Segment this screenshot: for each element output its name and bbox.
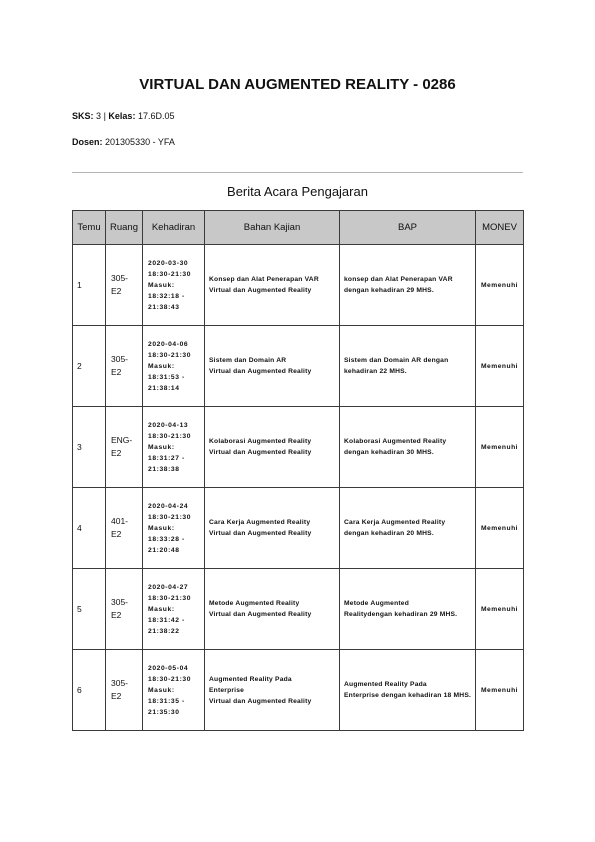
monev-cell: Memenuhi <box>476 650 524 731</box>
kehadiran-cell: 2020-04-27 18:30-21:30 Masuk: 18:31:42 - 21:38:22 <box>143 569 205 650</box>
kehadiran-cell: 2020-04-06 18:30-21:30 Masuk: 18:31:53 - 21:38:14 <box>143 326 205 407</box>
column-header-bahan-kajian: Bahan Kajian <box>205 211 340 245</box>
table-row <box>73 245 524 326</box>
table-row <box>73 488 524 569</box>
horizontal-divider <box>72 172 523 173</box>
dosen-label: Dosen: <box>72 136 103 147</box>
kehadiran-cell: 2020-05-04 18:30-21:30 Masuk: 18:31:35 - 21:35:30 <box>143 650 205 731</box>
monev-cell: Memenuhi <box>476 569 524 650</box>
column-header-temu: Temu <box>73 211 106 245</box>
course-info-line <box>72 111 174 122</box>
monev-cell: Memenuhi <box>476 245 524 326</box>
bahan-kajian-cell: Augmented Reality Pada Enterprise Virtual dan Augmented Reality <box>205 650 340 731</box>
temu-cell: 5 <box>73 569 106 650</box>
ruang-cell: ENG-E2 <box>106 407 143 488</box>
table-row <box>73 569 524 650</box>
column-header-kehadiran: Kehadiran <box>143 211 205 245</box>
temu-cell: 1 <box>73 245 106 326</box>
bap-cell: Metode Augmented Realitydengan kehadiran 29 MHS. <box>340 569 476 650</box>
ruang-cell: 305-E2 <box>106 326 143 407</box>
table-row <box>73 650 524 731</box>
kehadiran-cell: 2020-04-24 18:30-21:30 Masuk: 18:33:28 - 21:20:48 <box>143 488 205 569</box>
monev-cell: Memenuhi <box>476 326 524 407</box>
sks-value: 3 <box>96 110 102 121</box>
monev-cell: Memenuhi <box>476 407 524 488</box>
bap-cell: konsep dan Alat Penerapan VAR dengan kehadiran 29 MHS. <box>340 245 476 326</box>
lecturer-info-line <box>72 137 175 148</box>
section-title: Berita Acara Pengajaran <box>227 184 368 199</box>
bap-cell: Augmented Reality Pada Enterprise dengan kehadiran 18 MHS. <box>340 650 476 731</box>
ruang-cell: 305-E2 <box>106 245 143 326</box>
teaching-report-table <box>72 210 524 731</box>
kehadiran-cell: 2020-04-13 18:30-21:30 Masuk: 18:31:27 - 21:38:38 <box>143 407 205 488</box>
bahan-kajian-cell: Metode Augmented Reality Virtual dan Augmented Reality <box>205 569 340 650</box>
bahan-kajian-cell: Kolaborasi Augmented Reality Virtual dan Augmented Reality <box>205 407 340 488</box>
bahan-kajian-cell: Sistem dan Domain AR Virtual dan Augmented Reality <box>205 326 340 407</box>
temu-cell: 3 <box>73 407 106 488</box>
document-title: VIRTUAL DAN AUGMENTED REALITY - 0286 <box>139 76 456 93</box>
kelas-label: Kelas: <box>108 110 136 121</box>
kelas-value: 17.6D.05 <box>137 110 175 121</box>
column-header-monev: MONEV <box>476 211 524 245</box>
table-row <box>73 407 524 488</box>
monev-cell: Memenuhi <box>476 488 524 569</box>
ruang-cell: 305-E2 <box>106 569 143 650</box>
bahan-kajian-cell: Cara Kerja Augmented Reality Virtual dan Augmented Reality <box>205 488 340 569</box>
temu-cell: 4 <box>73 488 106 569</box>
dosen-value: 201305330 - YFA <box>105 136 175 147</box>
column-header-bap: BAP <box>340 211 476 245</box>
table-header-row <box>73 211 524 245</box>
bahan-kajian-cell: Konsep dan Alat Penerapan VAR Virtual dan Augmented Reality <box>205 245 340 326</box>
table-row <box>73 326 524 407</box>
column-header-ruang: Ruang <box>106 211 143 245</box>
ruang-cell: 305-E2 <box>106 650 143 731</box>
bap-cell: Cara Kerja Augmented Reality dengan kehadiran 20 MHS. <box>340 488 476 569</box>
kehadiran-cell: 2020-03-30 18:30-21:30 Masuk: 18:32:18 - 21:38:43 <box>143 245 205 326</box>
bap-cell: Sistem dan Domain AR dengan kehadiran 22 MHS. <box>340 326 476 407</box>
temu-cell: 6 <box>73 650 106 731</box>
bap-cell: Kolaborasi Augmented Reality dengan kehadiran 30 MHS. <box>340 407 476 488</box>
info-separator: | <box>103 110 106 121</box>
sks-label: SKS: <box>72 110 94 121</box>
ruang-cell: 401-E2 <box>106 488 143 569</box>
temu-cell: 2 <box>73 326 106 407</box>
